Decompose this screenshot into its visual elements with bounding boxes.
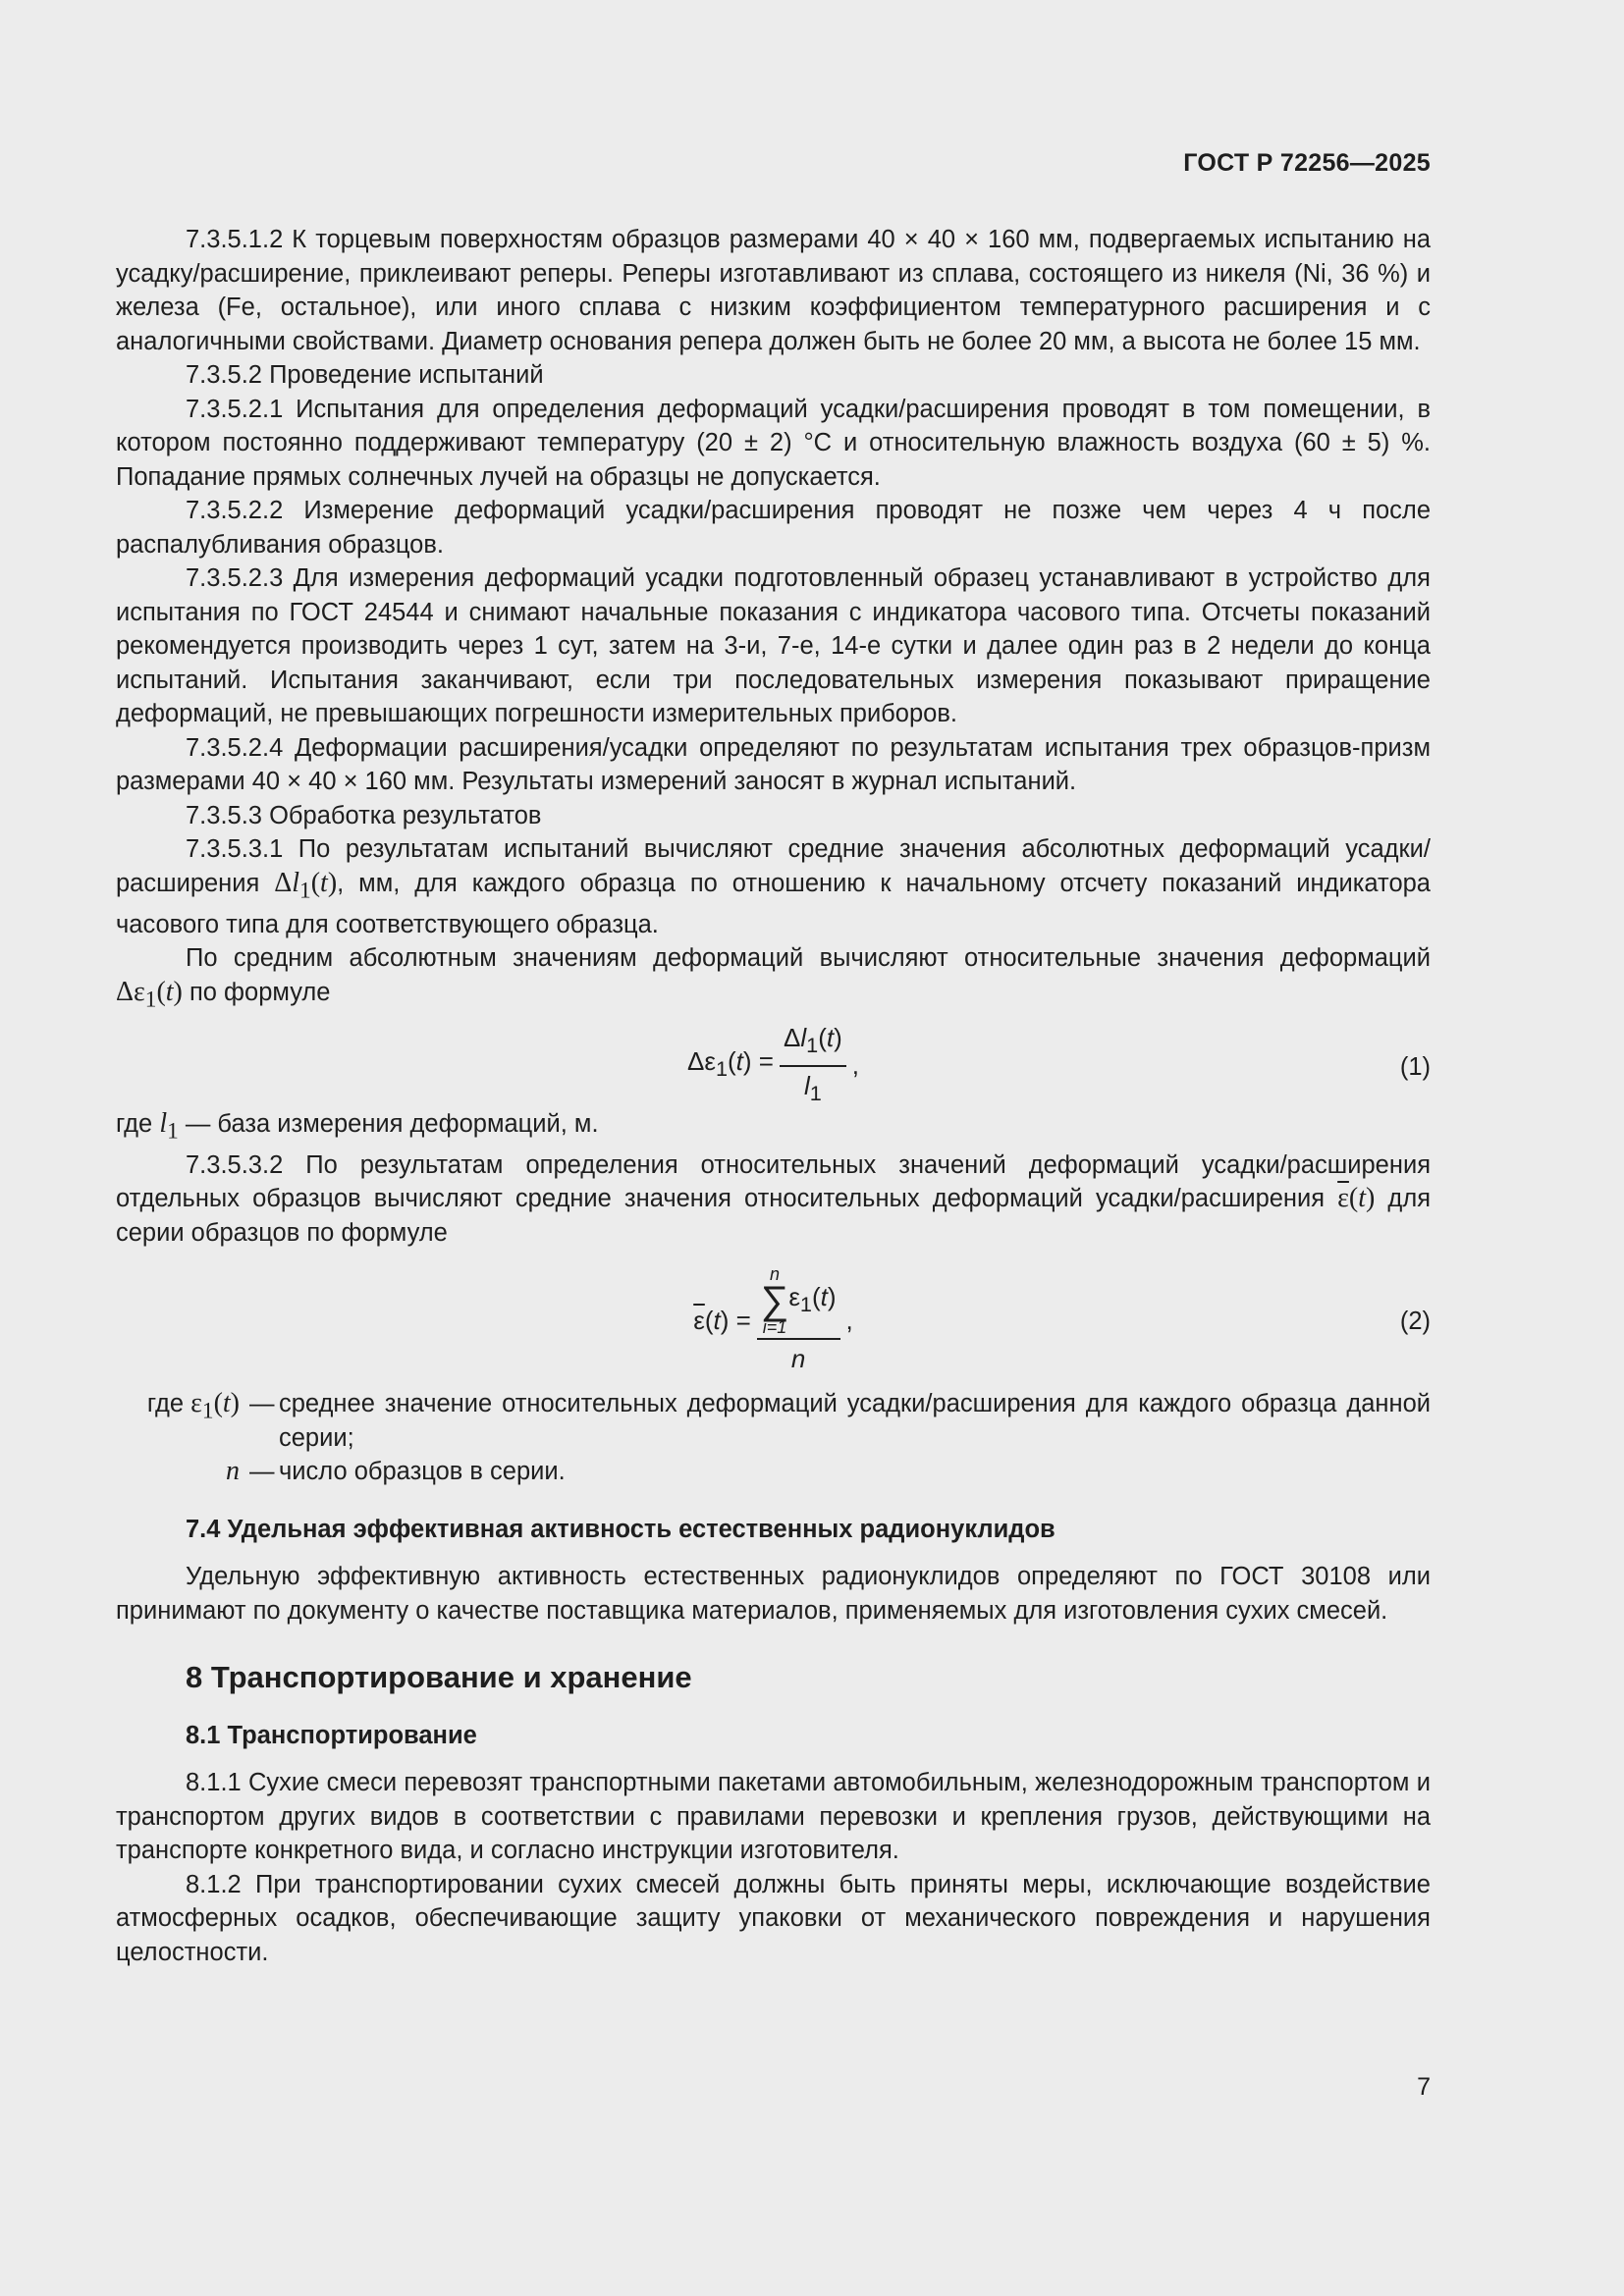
section-heading-8: 8 Транспортирование и хранение	[186, 1660, 692, 1695]
paragraph-text: 7.3.5.3.2 По результатам определения относительных значений деформаций усадки/расширения отдельных образцов вычисляют средние значения относительных деформаций усадки/расширения	[116, 1150, 1431, 1213]
fraction-numerator: $\Delta l_1(t)$	[780, 1021, 846, 1067]
definition-dash: —	[249, 1458, 275, 1486]
section-heading-7-4: 7.4 Удельная эффективная активность естественных радионуклидов	[186, 1515, 1056, 1543]
formula-1: $\Delta\varepsilon_1(t)$ = $\frac{\Delta l_1(t)}{l_1}$ , (1)	[116, 1027, 1431, 1105]
math-inline: $\Delta l_1(t)$	[274, 867, 338, 904]
definition-text: среднее значение относительных деформаций усадки/расширения для каждого образца данной серии;	[279, 1390, 1431, 1452]
where-text: — база измерения деформаций, м.	[178, 1109, 599, 1138]
section-heading-8-1: 8.1 Транспортирование	[186, 1721, 477, 1749]
paragraph-text: 7.3.5.3.1 По результатам испытаний вычисляют средние значения абсолютных деформаций усадки/расширения	[116, 835, 1431, 897]
paragraph	[116, 1148, 1431, 1251]
paragraph: 7.3.5.2.3 Для измерения деформаций усадки подготовленный образец устанавливают в устройство для испытания по ГОСТ 24544 и снимают начальные показания с индикатора часового типа. Отсчеты показаний рекомендуется производить через 1 сут, затем на 3-и, 7-е, 14-е сутки и далее один раз в 2 недели до конца испытаний. Испытания заканчивают, если три последовательных измерения показывают приращение деформаций, не превышающих погрешности измерительных приборов.	[116, 564, 1431, 727]
paragraph: 8.1.2 При транспортировании сухих смесей должны быть приняты меры, исключающие воздействие атмосферных осадков, обеспечивающие защиту упаковки от механического повреждения и нарушения целостности.	[116, 1870, 1431, 1966]
formula-fraction	[757, 1265, 840, 1376]
formula-number: (2)	[1399, 1308, 1431, 1336]
paragraph: 7.3.5.1.2 К торцевым поверхностям образцов размерами 40 × 40 × 160 мм, подвергаемых испытанию на усадку/расширение, приклеивают реперы. Реперы изготавливают из сплава, состоящего из никеля (Ni, 36 %) и железа (Fe, остальное), или иного сплава с низким коэффициентом температурного расширения и с аналогичными свойствами. Диаметр основания репера должен быть не более 20 мм, а высота не более 15 мм.	[116, 226, 1431, 355]
sum-symbol: n ∑ i=1	[760, 1264, 789, 1338]
paragraph-text: По средним абсолютным значениям деформаций вычисляют относительные значения деформаций	[186, 944, 1431, 973]
math-inline: $\Delta\varepsilon_1(t)$	[116, 976, 183, 1013]
paragraph-text: , мм, для каждого образца по отношению к начальному отсчету показаний индикатора часового типа для соответствующего образца.	[116, 869, 1431, 938]
definition-text: число образцов в серии.	[279, 1458, 566, 1486]
fraction-denominator: $l_1$	[803, 1070, 822, 1105]
paragraph	[116, 941, 1431, 1017]
math-inline: $l_1$	[159, 1107, 179, 1145]
math-inline: $\overline{\varepsilon}(t)$	[1337, 1183, 1376, 1214]
fraction-denominator: n	[790, 1344, 806, 1374]
definition-dash: —	[249, 1390, 275, 1418]
sum-upper-limit: n	[770, 1264, 781, 1285]
symbol-definitions	[116, 1387, 1431, 1489]
formula-fraction	[780, 1021, 846, 1110]
paragraph: 8.1.1 Сухие смеси перевозят транспортными пакетами автомобильным, железнодорожным транспортом и транспортом других видов в соответствии с правилами перевозки и крепления грузов, действующими на транспорте конкретного вида, и согласно инструкции изготовителя.	[116, 1769, 1431, 1865]
formula-2: $\overline{\varepsilon}(t)$ = n ∑ i=1 $\varepsilon_1(t)$ n , (2)	[116, 1261, 1431, 1379]
paragraph	[116, 832, 1431, 941]
paragraph: Удельную эффективную активность естественных радионуклидов определяют по ГОСТ 30108 или принимают по документу о качестве поставщика материалов, применяемых для изготовления сухих смесей.	[116, 1563, 1431, 1625]
definition-row	[116, 1387, 1431, 1455]
page-number: 7	[1417, 2073, 1431, 2101]
page-body	[116, 223, 1431, 1969]
formula-lhs: $\overline{\varepsilon}(t)$ =	[693, 1306, 751, 1336]
definition-symbol: где $\varepsilon_1(t)$	[146, 1388, 240, 1424]
paragraph: 7.3.5.2.1 Испытания для определения деформаций усадки/расширения проводят в том помещении, в котором постоянно поддерживают температуру (20 ± 2) °C и относительную влажность воздуха (60 ± 5) %. Попадание прямых солнечных лучей на образцы не допускается.	[116, 395, 1431, 491]
formula-lhs: $\Delta\varepsilon_1(t)$ =	[686, 1046, 774, 1082]
subsection-heading: 7.3.5.3 Обработка результатов	[186, 801, 542, 829]
where-clause	[116, 1107, 1431, 1148]
subsection-heading: 7.3.5.2 Проведение испытаний	[186, 361, 544, 389]
formula-number: (1)	[1399, 1052, 1431, 1081]
paragraph-text: по формуле	[182, 978, 331, 1006]
paragraph: 7.3.5.2.4 Деформации расширения/усадки определяют по результатам испытания трех образцов-призм размерами 40 × 40 × 160 мм. Результаты измерений заносят в журнал испытаний.	[116, 733, 1431, 795]
fraction-numerator: n ∑ i=1 $\varepsilon_1(t)$	[757, 1265, 840, 1340]
sum-lower-limit: i=1	[762, 1317, 787, 1338]
where-text: где	[116, 1109, 160, 1138]
definition-symbol: n	[226, 1456, 240, 1487]
paragraph: 7.3.5.2.2 Измерение деформаций усадки/расширения проводят не позже чем через 4 ч после распалубливания образцов.	[116, 497, 1431, 559]
definition-row	[116, 1455, 1431, 1489]
paragraph-text: для серии образцов по формуле	[116, 1185, 1432, 1247]
standard-id: ГОСТ Р 72256—2025	[1183, 149, 1431, 177]
